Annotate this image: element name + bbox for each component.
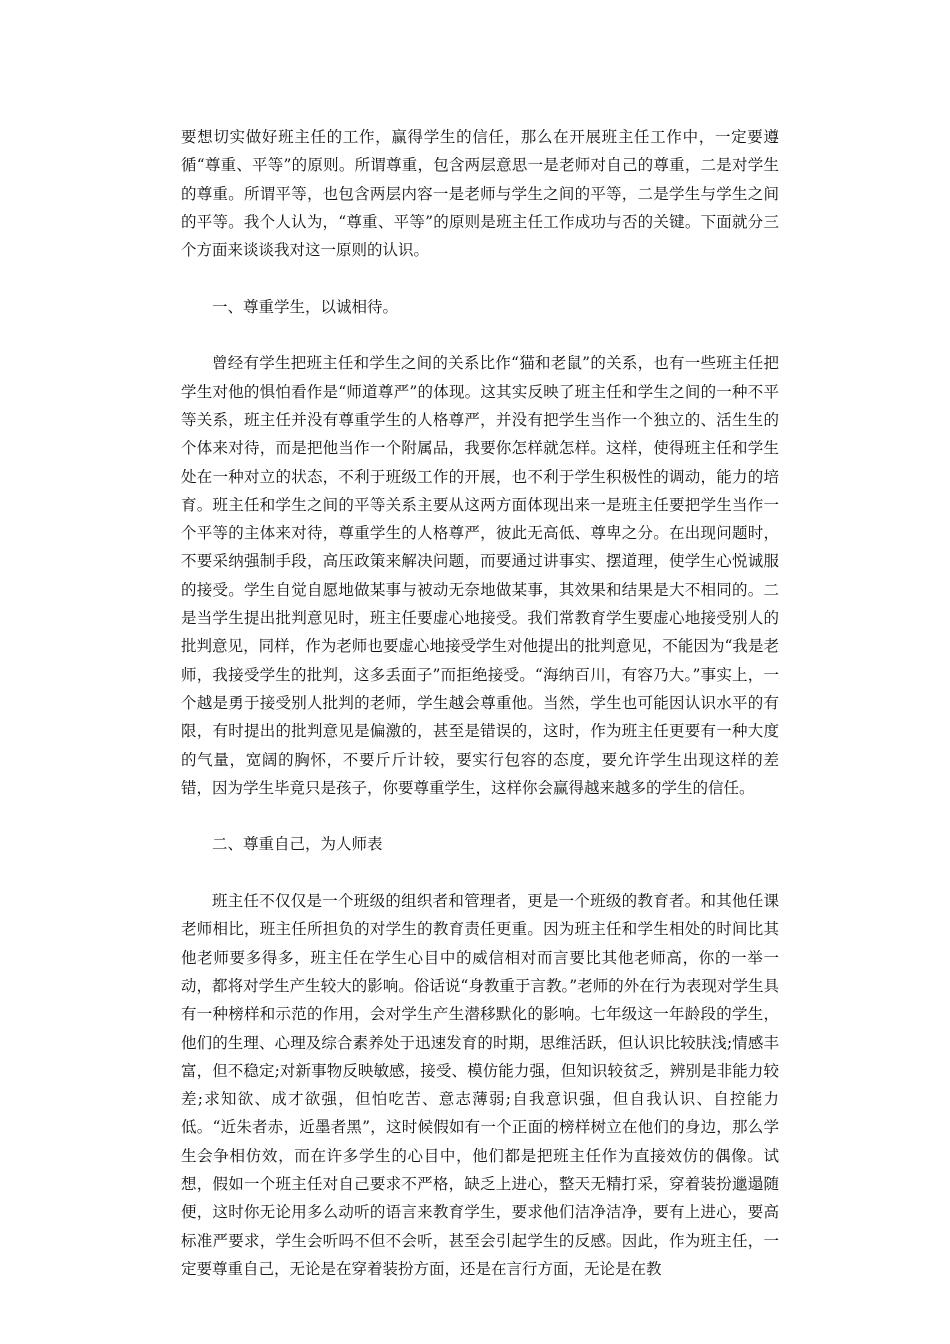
section-2-paragraph: 班主任不仅仅是一个班级的组织者和管理者，更是一个班级的教育者。和其他任课老师相比，班主任所担负的对学生的教育责任更重。因为班主任和学生相处的时间比其他老师要多得多，班主任在学生心目中的威信相对而言要比其他老师高，你的一举一动，都将对学生产生较大的影响。俗话说“身教重于言教。”老师的外在行为表现对学生具有一种榜样和示范的作用，会对学生产生潜移默化的影响。七年级这一年龄段的学生，他们的生理、心理及综合素养处于迅速发育的时期，思维活跃，但认识比较肤浅;情感丰富，但不稳定;对新事物反映敏感，接受、模仿能力强，但知识较贫乏，辨别是非能力较差;求知欲、成才欲强，但怕吃苦、意志薄弱;自我意识强，但自我认识、自控能力低。“近朱者赤，近墨者黑”，这时候假如有一个正面的榜样树立在他们的身边，那么学生会争相仿效，而在许多学生的心目中，他们都是把班主任作为直接效仿的偶像。试想，假如一个班主任对自己要求不严格，缺乏上进心，整天无精打采，穿着装扮邋遢随便，这时你无论用多么动听的语言来教育学生，要求他们洁净洁净，要有上进心，要高标准严要求，学生会听吗不但不会听，甚至会引起学生的反感。因此，作为班主任，一定要尊重自己，无论是在穿着装扮方面，还是在言行方面，无论是在教 — [181, 892, 779, 1278]
paragraph-gap — [181, 859, 779, 887]
section-1-heading: 一、尊重学生，以诚相待。 — [212, 297, 399, 316]
paragraph-gap — [181, 321, 779, 349]
section-2-heading: 二、尊重自己，为人师表 — [212, 835, 383, 854]
paragraph-gap — [181, 264, 779, 292]
document-body — [181, 123, 779, 1283]
section-1-paragraph: 曾经有学生把班主任和学生之间的关系比作“猫和老鼠”的关系，也有一些班主任把学生对他的惧怕看作是“师道尊严”的体现。这其实反映了班主任和学生之间的一种不平等关系，班主任并没有尊重学生的人格尊严，并没有把学生当作一个独立的、活生生的个体来对待，而是把他当作一个附属品，我要你怎样就怎样。这样，使得班主任和学生处在一种对立的状态，不利于班级工作的开展，也不利于学生积极性的调动，能力的培育。班主任和学生之间的平等关系主要从这两方面体现出来一是班主任要把学生当作一个平等的主体来对待，尊重学生的人格尊严，彼此无高低、尊卑之分。在出现问题时，不要采纳强制手段，高压政策来解决问题，而要通过讲事实、摆道理，使学生心悦诚服的接受。学生自觉自愿地做某事与被动无奈地做某事，其效果和结果是大不相同的。二是当学生提出批判意见时，班主任要虚心地接受。我们常教育学生要虚心地接受别人的批判意见，同样，作为老师也要虚心地接受学生对他提出的批判意见，不能因为“我是老师，我接受学生的批判，这多丢面子”而拒绝接受。“海纳百川，有容乃大。”事实上，一个越是勇于接受别人批判的老师，学生越会尊重他。当然，学生也可能因认识水平的有限，有时提出的批判意见是偏激的，甚至是错误的，这时，作为班主任更要有一种大度的气量，宽阔的胸怀，不要斤斤计较，要实行包容的态度，要允许学生出现这样的差错，因为学生毕竟只是孩子，你要尊重学生，这样你会赢得越来越多的学生的信任。 — [181, 354, 779, 797]
paragraph-gap — [181, 802, 779, 830]
intro-paragraph: 要想切实做好班主任的工作，赢得学生的信任，那么在开展班主任工作中，一定要遵循“尊重、平等”的原则。所谓尊重，包含两层意思一是老师对自己的尊重，二是对学生的尊重。所谓平等，也包含两层内容一是老师与学生之间的平等，二是学生与学生之间的平等。我个人认为，“尊重、平等”的原则是班主任工作成功与否的关键。下面就分三个方面来谈谈我对这一原则的认识。 — [181, 128, 779, 260]
